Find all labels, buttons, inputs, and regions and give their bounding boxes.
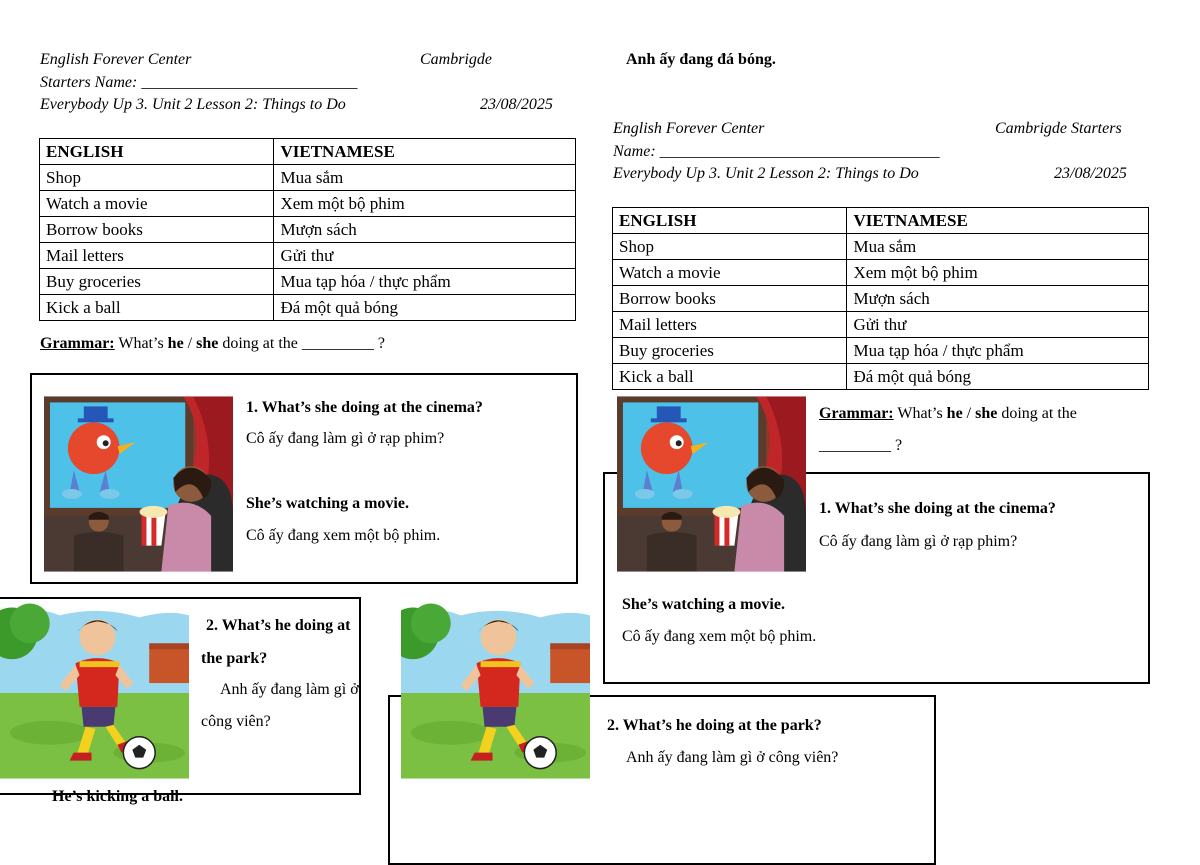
vietnamese-cell: Mua tạp hóa / thực phẩm (274, 269, 576, 295)
soccer-image (401, 603, 590, 779)
cinema-illustration (617, 396, 806, 572)
vietnamese-cell: Mua sắm (274, 165, 576, 191)
english-cell: Shop (613, 234, 847, 260)
vietnamese-cell: Đá một quả bóng (847, 364, 1149, 390)
soccer-illustration (0, 603, 189, 779)
header-vietnamese: VIETNAMESE (847, 208, 1149, 234)
english-cell: Watch a movie (40, 191, 274, 217)
table-row (40, 191, 576, 217)
question-1: 1. What’s she doing at the cinema? (819, 500, 1056, 517)
student-name-line: Name: ___________________________________ (613, 143, 940, 160)
table-header-row (40, 139, 576, 165)
vocabulary-table (39, 138, 576, 321)
question-2: 2. What’s he doing at the park? (607, 717, 822, 734)
english-cell: Buy groceries (40, 269, 274, 295)
english-cell: Watch a movie (613, 260, 847, 286)
cinema-image (44, 396, 233, 572)
exam-name: Cambrigde (420, 51, 492, 68)
grammar-he: he (946, 405, 963, 422)
exam-name: Cambrigde Starters (995, 120, 1122, 137)
table-row (613, 364, 1149, 390)
header-vietnamese: VIETNAMESE (274, 139, 576, 165)
vietnamese-cell: Mua sắm (847, 234, 1149, 260)
question-2-vi: Anh ấy đang làm gì ở công viên? (626, 749, 839, 766)
answer-1: She’s watching a movie. (246, 495, 409, 512)
center-name: English Forever Center (613, 120, 765, 137)
table-row (40, 217, 576, 243)
soccer-image (0, 603, 189, 779)
grammar-text: What’s (114, 335, 168, 352)
table-row (40, 269, 576, 295)
english-cell: Mail letters (40, 243, 274, 269)
english-cell: Borrow books (40, 217, 274, 243)
table-row (613, 234, 1149, 260)
grammar-she: she (196, 335, 219, 352)
grammar-he: he (167, 335, 184, 352)
vietnamese-cell: Xem một bộ phim (847, 260, 1149, 286)
vietnamese-cell: Đá một quả bóng (274, 295, 576, 321)
answer-1-vi: Cô ấy đang xem một bộ phim. (622, 628, 817, 645)
vietnamese-cell: Gửi thư (847, 312, 1149, 338)
table-row (40, 165, 576, 191)
grammar-she: she (975, 405, 998, 422)
question-1-vi: Cô ấy đang làm gì ở rạp phim? (246, 430, 445, 447)
grammar-rest: doing at the (997, 405, 1077, 422)
english-cell: Borrow books (613, 286, 847, 312)
grammar-line (819, 405, 1077, 423)
student-name-line: Starters Name: ___________________________ (40, 74, 358, 91)
grammar-slash: / (962, 405, 976, 422)
answer-2: He’s kicking a ball. (52, 788, 183, 805)
header-english: ENGLISH (40, 139, 274, 165)
table-row (613, 312, 1149, 338)
answer-1-vi: Cô ấy đang xem một bộ phim. (246, 527, 441, 544)
header-english: ENGLISH (613, 208, 847, 234)
course-title: Everybody Up 3. Unit 2 Lesson 2: Things to Do (613, 165, 919, 182)
center-name: English Forever Center (40, 51, 192, 68)
vocabulary-table (612, 207, 1149, 390)
question-2-vi-line-2: công viên? (201, 713, 271, 730)
soccer-illustration (401, 603, 590, 779)
table-row (40, 295, 576, 321)
vietnamese-cell: Mượn sách (847, 286, 1149, 312)
english-cell: Shop (40, 165, 274, 191)
vietnamese-cell: Xem một bộ phim (274, 191, 576, 217)
question-2-line-2: the park? (201, 650, 268, 667)
question-2-vi-line-1: Anh ấy đang làm gì ở (220, 681, 359, 698)
table-row (613, 338, 1149, 364)
cinema-image (617, 396, 806, 572)
vietnamese-cell: Mượn sách (274, 217, 576, 243)
answer-1: She’s watching a movie. (622, 596, 785, 613)
question-2-line-1: 2. What’s he doing at (206, 617, 351, 634)
table-row (40, 243, 576, 269)
grammar-rest: doing at the _________ ? (218, 335, 385, 352)
english-cell: Kick a ball (40, 295, 274, 321)
table-row (613, 286, 1149, 312)
grammar-text: What’s (893, 405, 947, 422)
grammar-slash: / (183, 335, 197, 352)
grammar-label: Grammar: (40, 335, 115, 352)
vietnamese-cell: Mua tạp hóa / thực phẩm (847, 338, 1149, 364)
date: 23/08/2025 (480, 96, 553, 113)
english-cell: Buy groceries (613, 338, 847, 364)
question-1-vi: Cô ấy đang làm gì ở rạp phim? (819, 533, 1018, 550)
vietnamese-cell: Gửi thư (274, 243, 576, 269)
date: 23/08/2025 (1054, 165, 1127, 182)
english-cell: Mail letters (613, 312, 847, 338)
question-1: 1. What’s she doing at the cinema? (246, 399, 483, 416)
grammar-label: Grammar: (819, 405, 894, 422)
course-title: Everybody Up 3. Unit 2 Lesson 2: Things to Do (40, 96, 346, 113)
table-header-row (613, 208, 1149, 234)
english-cell: Kick a ball (613, 364, 847, 390)
grammar-line (40, 335, 385, 353)
cinema-illustration (44, 396, 233, 572)
grammar-blank: _________ ? (819, 437, 903, 454)
top-right-note: Anh ấy đang đá bóng. (626, 51, 776, 68)
table-row (613, 260, 1149, 286)
